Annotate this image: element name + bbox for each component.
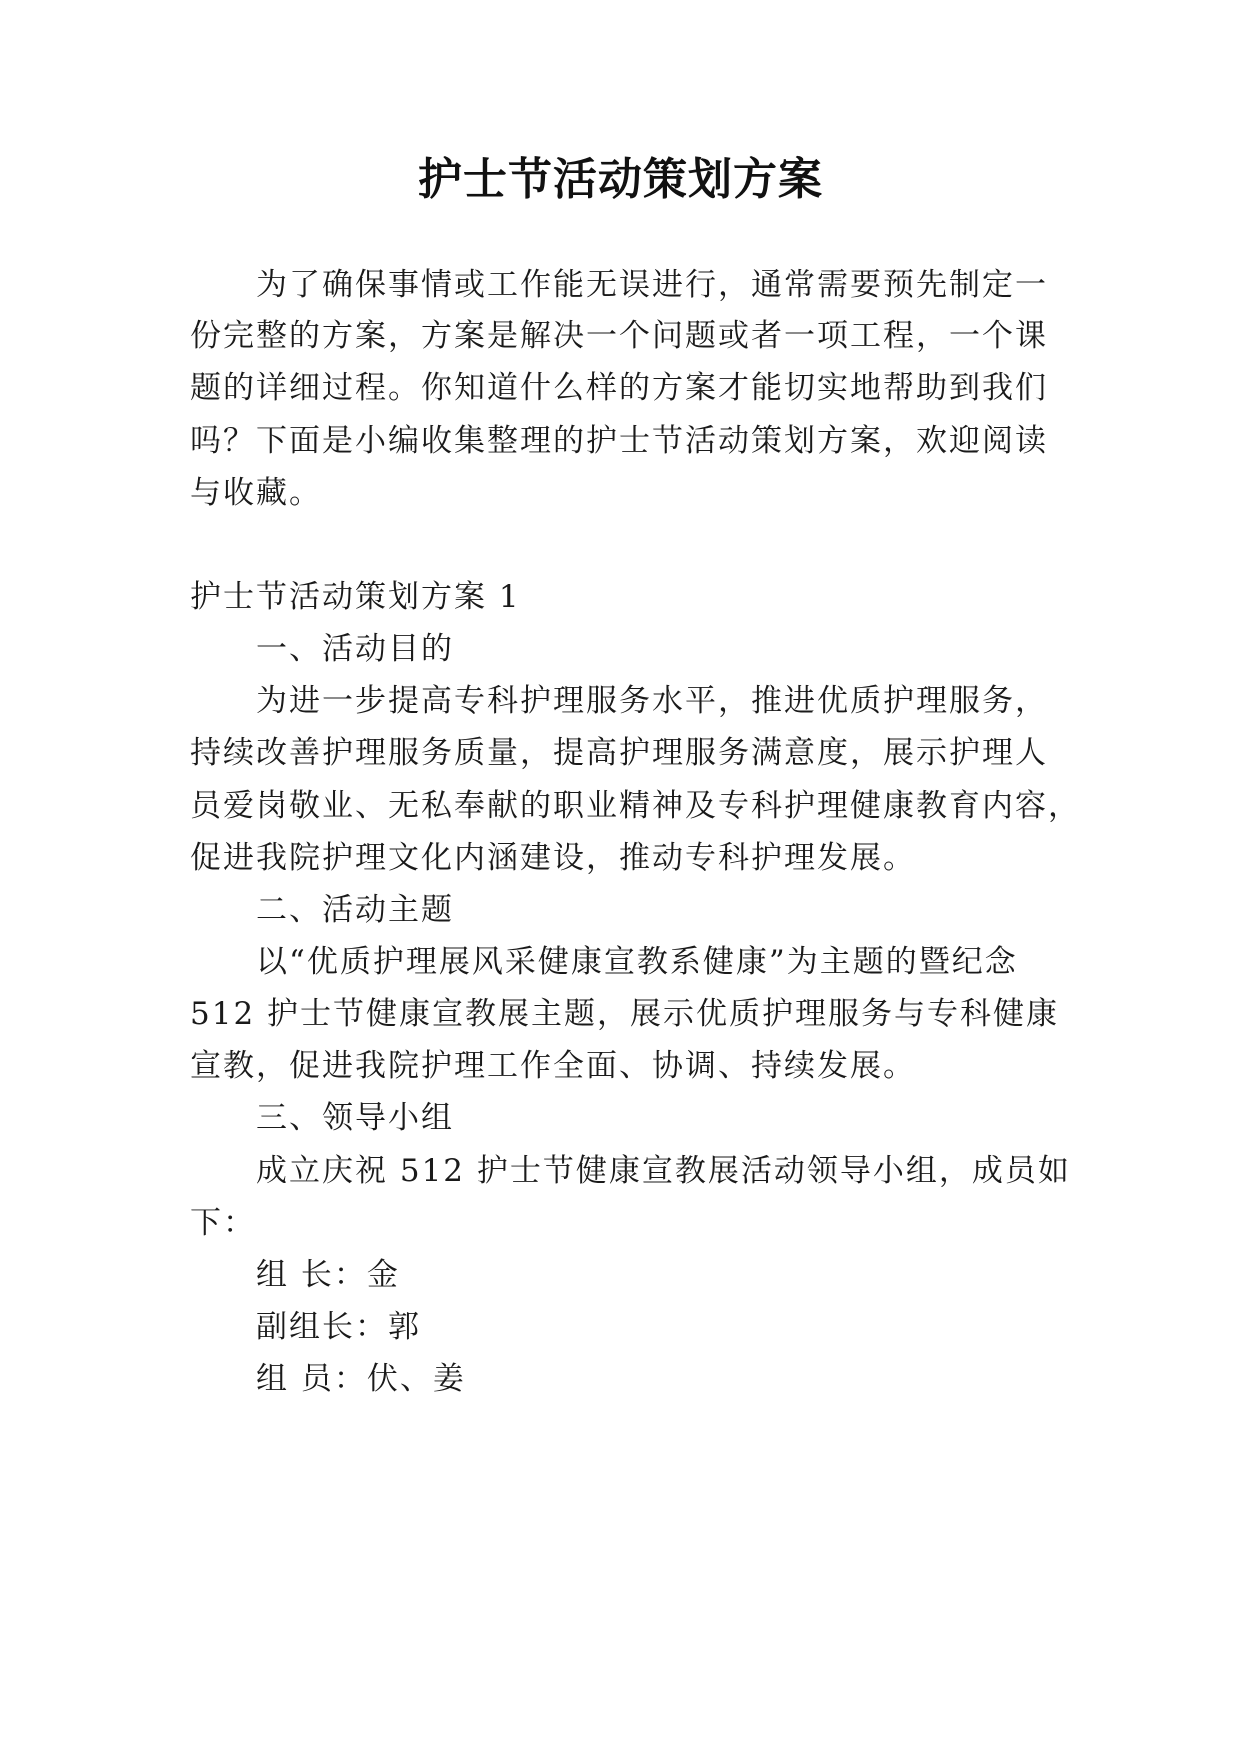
paragraph-line: 员爱岗敬业、无私奉献的职业精神及专科护理健康教育内容，	[190, 788, 1081, 824]
intro-line: 与收藏。	[190, 475, 322, 511]
paragraph-line: 宣教，促进我院护理工作全面、协调、持续发展。	[190, 1048, 916, 1084]
paragraph-line: 为进一步提高专科护理服务水平，推进优质护理服务，	[256, 683, 1048, 719]
paragraph-line: 成立庆祝 512 护士节健康宣教展活动领导小组，成员如	[256, 1153, 1071, 1189]
paragraph-line: 512 护士节健康宣教展主题，展示优质护理服务与专科健康	[190, 996, 1060, 1032]
member-line: 组 长：金	[256, 1257, 400, 1293]
intro-line: 吗？下面是小编收集整理的护士节活动策划方案，欢迎阅读	[190, 423, 1048, 459]
heading-activity-goal: 一、活动目的	[256, 631, 454, 667]
paragraph-line: 促进我院护理文化内涵建设，推动专科护理发展。	[190, 840, 916, 876]
member-line: 副组长：郭	[256, 1309, 421, 1345]
document-title: 护士节活动策划方案	[418, 154, 823, 205]
paragraph-line: 下：	[190, 1205, 256, 1241]
heading-activity-theme: 二、活动主题	[256, 892, 454, 928]
intro-line: 份完整的方案，方案是解决一个问题或者一项工程，一个课	[190, 318, 1048, 354]
paragraph-line: 以“优质护理展风采健康宣教系健康”为主题的暨纪念	[256, 944, 1018, 980]
member-line: 组 员：伏、姜	[256, 1361, 466, 1397]
intro-line: 题的详细过程。你知道什么样的方案才能切实地帮助到我们	[190, 370, 1048, 406]
heading-leadership-group: 三、领导小组	[256, 1100, 454, 1136]
section-title: 护士节活动策划方案 1	[190, 579, 521, 615]
intro-line: 为了确保事情或工作能无误进行，通常需要预先制定一	[256, 267, 1048, 303]
paragraph-line: 持续改善护理服务质量，提高护理服务满意度，展示护理人	[190, 735, 1048, 771]
